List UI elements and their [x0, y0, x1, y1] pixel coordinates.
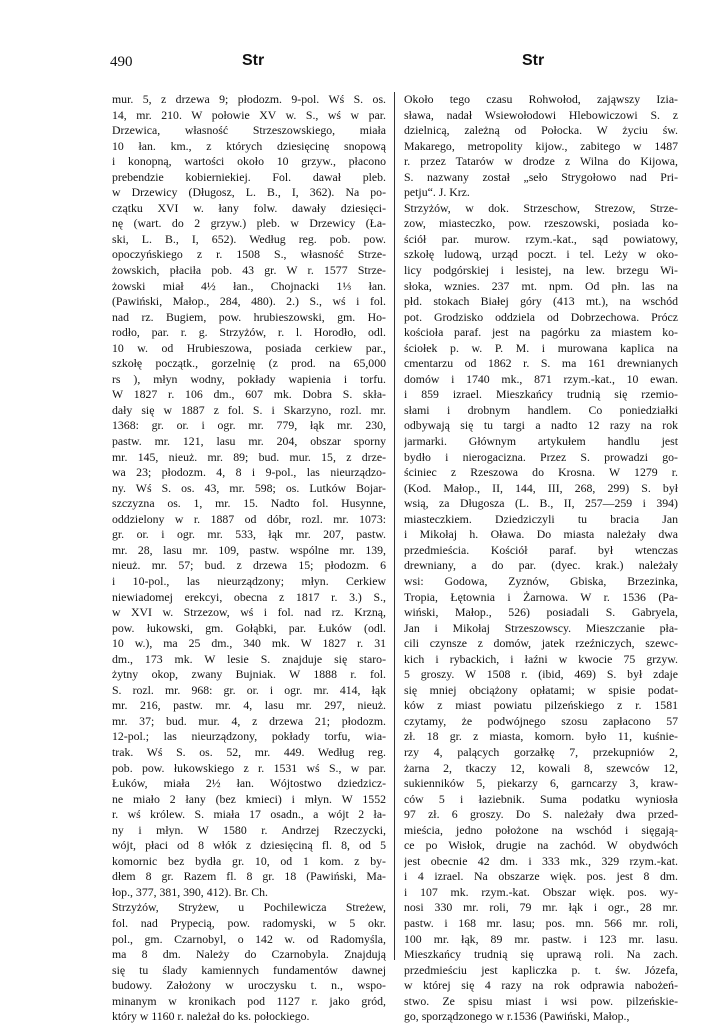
text-line: żowskich, płaciła pob. 43 gr. W r. 1577 Strze- [112, 263, 386, 278]
text-line: opoczyńskiego z r. 1508 S., własność Strze- [112, 247, 386, 262]
text-line: szkołę początk., gorzelnię (z prod. na 65,000 [112, 356, 386, 371]
text-line: budowy. Założony w uroczysku t. n., wspo- [112, 978, 386, 993]
text-line: i 859 izrael. Mieszkańcy trudnią się rzemio- [404, 387, 678, 402]
text-line: żarna 2, tkaczy 12, kowali 8, szewców 12, [404, 760, 678, 775]
text-line: S. nazwany został „seło Strygołowo nad Pri- [404, 169, 678, 184]
text-line: i 4 izrael. Na obszarze więk. pos. jest 8 dm. [404, 869, 678, 884]
column-divider [394, 92, 395, 960]
text-line: wójt, płaci od 8 włók z dziesięciną fl. 8, od 5 [112, 838, 386, 853]
text-line: dm., 173 mk. W lesie S. znajduje się staro- [112, 651, 386, 666]
text-line: dłem 8 gr. Razem fl. 8 gr. 18 (Pawiński, Ma- [112, 869, 386, 884]
text-line: ny. Wś S. os. 43, mr. 598; os. Lutków Bojar- [112, 480, 386, 495]
text-line: miasteczkiem. Dziedziczyli tu bracia Jan [404, 511, 678, 526]
text-line: drewniany, a do par. (dyec. krak.) należały [404, 558, 678, 573]
text-line: w XVI w. Strzezow, wś i fol. nad rz. Krzną, [112, 605, 386, 620]
text-line: mieścia, jedno położone na wschód i sięgają- [404, 822, 678, 837]
text-line: czątku XVI w. łany folw. dawały dziesięci- [112, 200, 386, 215]
text-line: Makarego, metropolity kijow., zabitego w 1487 [404, 138, 678, 153]
text-line: i konopną, wartości około 10 grzyw., płacono [112, 154, 386, 169]
text-line: ce po Wisłok, drugie na zachód. W obydwóch [404, 838, 678, 853]
text-line: domów i 1740 mk., 871 rzym.-kat., 10 ewan. [404, 371, 678, 386]
text-line: Łuków, miała 2½ łan. Wójtostwo dziedzicz- [112, 776, 386, 791]
text-line: pastw. mr. 121, lasu mr. 204, obszar sporny [112, 434, 386, 449]
text-line: mr. 28, lasu mr. 109, pastw. wspólne mr. 139, [112, 542, 386, 557]
text-line: i Mikołaj h. Oława. Do miasta należały dwa [404, 527, 678, 542]
text-line: nad rz. Bugiem, pow. hrubieszowski, gm. Ho- [112, 309, 386, 324]
text-line: wa 23; płodozm. 4, 8 i 9-pol., las nieurządzo- [112, 465, 386, 480]
text-line: i 10-pol., las nieurządzony; młyn. Cerkiew [112, 573, 386, 588]
text-line: w której się 4 razy na rok odprawia nabożeń- [404, 978, 678, 993]
text-line: wsią, za Długosza (L. B., II, 257—259 i 394) [404, 496, 678, 511]
text-line: ny i młyn. W 1580 r. Andrzej Rzeczycki, [112, 822, 386, 837]
text-line: 5 groszy. W 1508 r. (ibid, 469) S. był zdaje [404, 667, 678, 682]
text-line: żytny okop, zwany Bujniak. W 1888 r. fol. [112, 667, 386, 682]
text-line: i 107 mk. rzym.-kat. Obszar więk. pos. wy- [404, 884, 678, 899]
text-line: Strzyżów, w dok. Strzeschow, Strezow, Strze- [404, 200, 678, 215]
text-line: go, sporządzonego w r.1536 (Pawiński, Małop., [404, 1009, 630, 1024]
text-line: ski, L. B., I, 652). Według reg. pob. pow. [112, 231, 386, 246]
text-line: ków z miast powiatu pilzeńskiego z r. 1581 [404, 698, 678, 713]
text-line: mr. 216, pastw. mr. 4, lasu mr. 297, nieuż. [112, 698, 386, 713]
text-line: odbywają się tu targi a nadto 12 razy na rok [404, 418, 678, 433]
text-line: się mniej obciążony opłatami; w spisie podat- [404, 682, 678, 697]
text-line: mr. 145, nieuż. mr. 89; bud. mur. 15, z drze- [112, 449, 386, 464]
text-line: w Drzewicy (Długosz, L. B., I, 362). Na po- [112, 185, 386, 200]
text-line: licy podgórskiej i lesistej, na lew. brzegu Wi- [404, 263, 678, 278]
dictionary-page [108, 52, 680, 1024]
text-line: wiński, Małop., 526) posiadali S. Gabryela, [404, 605, 678, 620]
running-head-left: Str [242, 52, 265, 69]
text-line: szkołę ludową, urząd poczt. i tel. Leży w oko- [404, 247, 678, 262]
text-line: jarmarki. Głównym artykułem handlu jest [404, 434, 678, 449]
text-line: niewiadomej erekcyi, obecna z 1817 r. 3.) S., [112, 589, 386, 604]
text-line: stwo. Ze spisu miast i wsi pow. pilzeńskie- [404, 993, 678, 1008]
text-line: bydło i nierogacizna. Przez S. prowadzi go- [404, 449, 678, 464]
text-line: pot. Grodzisko oddziela od Dobrzechowa. Prócz [404, 309, 678, 324]
text-line: r. przez Tatarów w drodze z Wilna do Kijowa, [404, 154, 678, 169]
text-line: komornic bez bydła gr. 10, od 1 kom. z by- [112, 853, 386, 868]
text-line: pob. pow. łukowskiego z r. 1531 wś S., w par. [112, 760, 386, 775]
text-line: nieuż. mr. 57; bud. z drzewa 15; płodozm. 6 [112, 558, 386, 573]
left-column [112, 92, 386, 1025]
text-line: gr. or. i ogr. mr. 533, łąk mr. 207, pastw. [112, 527, 386, 542]
text-line: ściołek p. w. P. M. i murowana kaplica na [404, 340, 678, 355]
text-line: mr. 37; bud. mur. 4, z drzewa 21; płodozm. [112, 713, 386, 728]
text-line: 10 w. od Hrubieszowa, posiada cerkiew par., [112, 340, 386, 355]
text-line: minanym w kronikach pod 1127 r. jako gród, [112, 993, 386, 1008]
text-line: dzielnicą, zależną od Połocka. W życiu św. [404, 123, 678, 138]
text-line: Mieszkańcy trudnią się uprawą roli. Na zach. [404, 947, 678, 962]
right-column [404, 92, 678, 1025]
text-line: ściniec z Rzeszowa do Krosna. W 1279 r. [404, 465, 678, 480]
text-line: rodło, par. r. g. Strzyżów, r. l. Horodło, odl. [112, 325, 386, 340]
text-line: petju“. J. Krz. [404, 185, 470, 200]
page-number: 490 [110, 54, 133, 70]
text-line: Tropia, Łętownia i Żarnowa. W r. 1536 (Pa- [404, 589, 678, 604]
text-line: 10 łan. km., z których dziesięcinę snopową [112, 138, 386, 153]
text-line: zow, miasteczko, pow. rzeszowski, posiada ko- [404, 216, 678, 231]
text-line: Około tego czasu Rohwołod, zająwszy Izia- [404, 92, 678, 106]
text-line: słami i drobnym handlem. Co poniedziałki [404, 402, 678, 417]
text-line: żowski miał 4½ łan., Chojnacki 1⅓ łan. [112, 278, 386, 293]
text-line: słoka, wznies. 237 mt. npm. Od płn. las na [404, 278, 678, 293]
text-line: pastw. i 168 mr. lasu; pos. mn. 566 mr. roli, [404, 915, 678, 930]
text-line: się tu ślady kamiennych fundamentów dawnej [112, 962, 386, 977]
text-line: cili czynsze z domów, jatek rzeźniczych, szewc- [404, 636, 678, 651]
text-line: 14, mr. 210. W połowie XV w. S., wś w par. [112, 107, 386, 122]
page-header [108, 52, 680, 80]
text-line: 97 zł. 6 groszy. Do S. należały dwa przed- [404, 807, 678, 822]
text-line: (Pawiński, Małop., 284, 480). 2.) S., wś i fol. [112, 294, 386, 309]
running-head-right: Str [522, 52, 545, 69]
text-line: wsi: Godowa, Zyznów, Gbiska, Brzezinka, [404, 573, 678, 588]
text-line: szczyzna os. 1, mr. 15. Nadto fol. Husynne, [112, 496, 386, 511]
text-line: jest obecnie 42 dm. i 333 mk., 329 rzym.-kat. [404, 853, 678, 868]
text-line: ma 8 dm. Należy do Czarnobyla. Znajdują [112, 947, 386, 962]
text-line: Drzewica, własność Strzeszowskiego, miała [112, 123, 386, 138]
text-line: 12-pol.; las nieurządzony, pokłady torfu, wia- [112, 729, 386, 744]
text-line: 100 mr. łąk, 89 mr. pastw. i 123 mr. lasu. [404, 931, 678, 946]
text-line: cmentarzu od 1862 r. S. ma 161 drewnianych [404, 356, 678, 371]
text-line: Strzyżów, Stryżew, u Pochilewicza Streżew, [112, 900, 386, 915]
text-line: 1368: gr. or. i ogr. mr. 779, łąk mr. 230, [112, 418, 386, 433]
text-line: mur. 5, z drzewa 9; płodozm. 9-pol. Wś S. os. [112, 92, 386, 106]
text-line: r. wś królew. S. miała 17 osadn., a wójt 2 ła- [112, 807, 386, 822]
text-line: dały się w 1887 z fol. S. i Skarzyno, rozl. mr. [112, 402, 386, 417]
text-line: 10 w.), ma 25 dm., 340 mk. W 1827 r. 31 [112, 636, 386, 651]
text-line: przedmieściu jest kapliczka p. t. św. Józefa, [404, 962, 678, 977]
text-line: ne miało 2 łany (bez kmieci) i młyn. W 1552 [112, 791, 386, 806]
text-line: sława, nadał Wsiewołodowi Hlebowiczowi S. z [404, 107, 678, 122]
text-line: ców 5 i łaziebnik. Suma podatku wyniosła [404, 791, 678, 806]
text-line: oddzielony w r. 1887 od dóbr, rozl. mr. 1073: [112, 511, 386, 526]
text-line: pol., gm. Czarnobyl, o 142 w. od Radomyśla, [112, 931, 386, 946]
text-line: (Kod. Małop., II, 144, III, 268, 299) S. był [404, 480, 678, 495]
text-line: pow. łukowski, gm. Gołąbki, par. Łuków (odl. [112, 620, 386, 635]
text-line: prebendzie kobierniekiej. Fol. dawał pleb. [112, 169, 386, 184]
text-line: S. rozl. mr. 968: gr. or. i ogr. mr. 414, łąk [112, 682, 386, 697]
text-line: ściół par. murow. rzym.-kat., sąd powiatowy, [404, 231, 678, 246]
text-line: kościoła paraf. jest na pagórku za miastem ko- [404, 325, 678, 340]
text-line: łop., 377, 381, 390, 412). Br. Ch. [112, 884, 268, 899]
text-line: W 1827 r. 106 dm., 607 mk. Dobra S. skła- [112, 387, 386, 402]
text-line: który w 1160 r. należał do ks. połockiego. [112, 1009, 310, 1024]
text-line: rs ), młyn wodny, pokłady wapienia i torfu. [112, 371, 386, 386]
text-line: czytamy, że podwójnego szosu zapłacono 57 [404, 713, 678, 728]
text-line: kich i rybackich, i łaźni w kwocie 75 grzyw. [404, 651, 678, 666]
text-line: rzy 4, palących gorzałkę 7, przekupniów 2, [404, 744, 678, 759]
text-line: fol. nad Prypecią, pow. radomyski, w 5 okr. [112, 915, 386, 930]
text-line: zł. 18 gr. z miasta, komorn. było 11, kuśnie- [404, 729, 678, 744]
text-line: przedmieścia. Kościół paraf. był wtenczas [404, 542, 678, 557]
text-line: nosi 330 mr. roli, 79 mr. łąk i ogr., 28 mr. [404, 900, 678, 915]
text-line: Jan i Mikołaj Strzeszowscy. Mieszczanie pła- [404, 620, 678, 635]
text-line: trak. Wś S. os. 52, mr. 449. Według reg. [112, 744, 386, 759]
text-line: sukienników 5, piekarzy 6, garncarzy 3, kraw- [404, 776, 678, 791]
text-line: nę (wart. do 2 grzyw.) pleb. w Drzewicy (Ła- [112, 216, 386, 231]
text-line: płd. stokach Białej góry (413 mt.), na wschód [404, 294, 678, 309]
